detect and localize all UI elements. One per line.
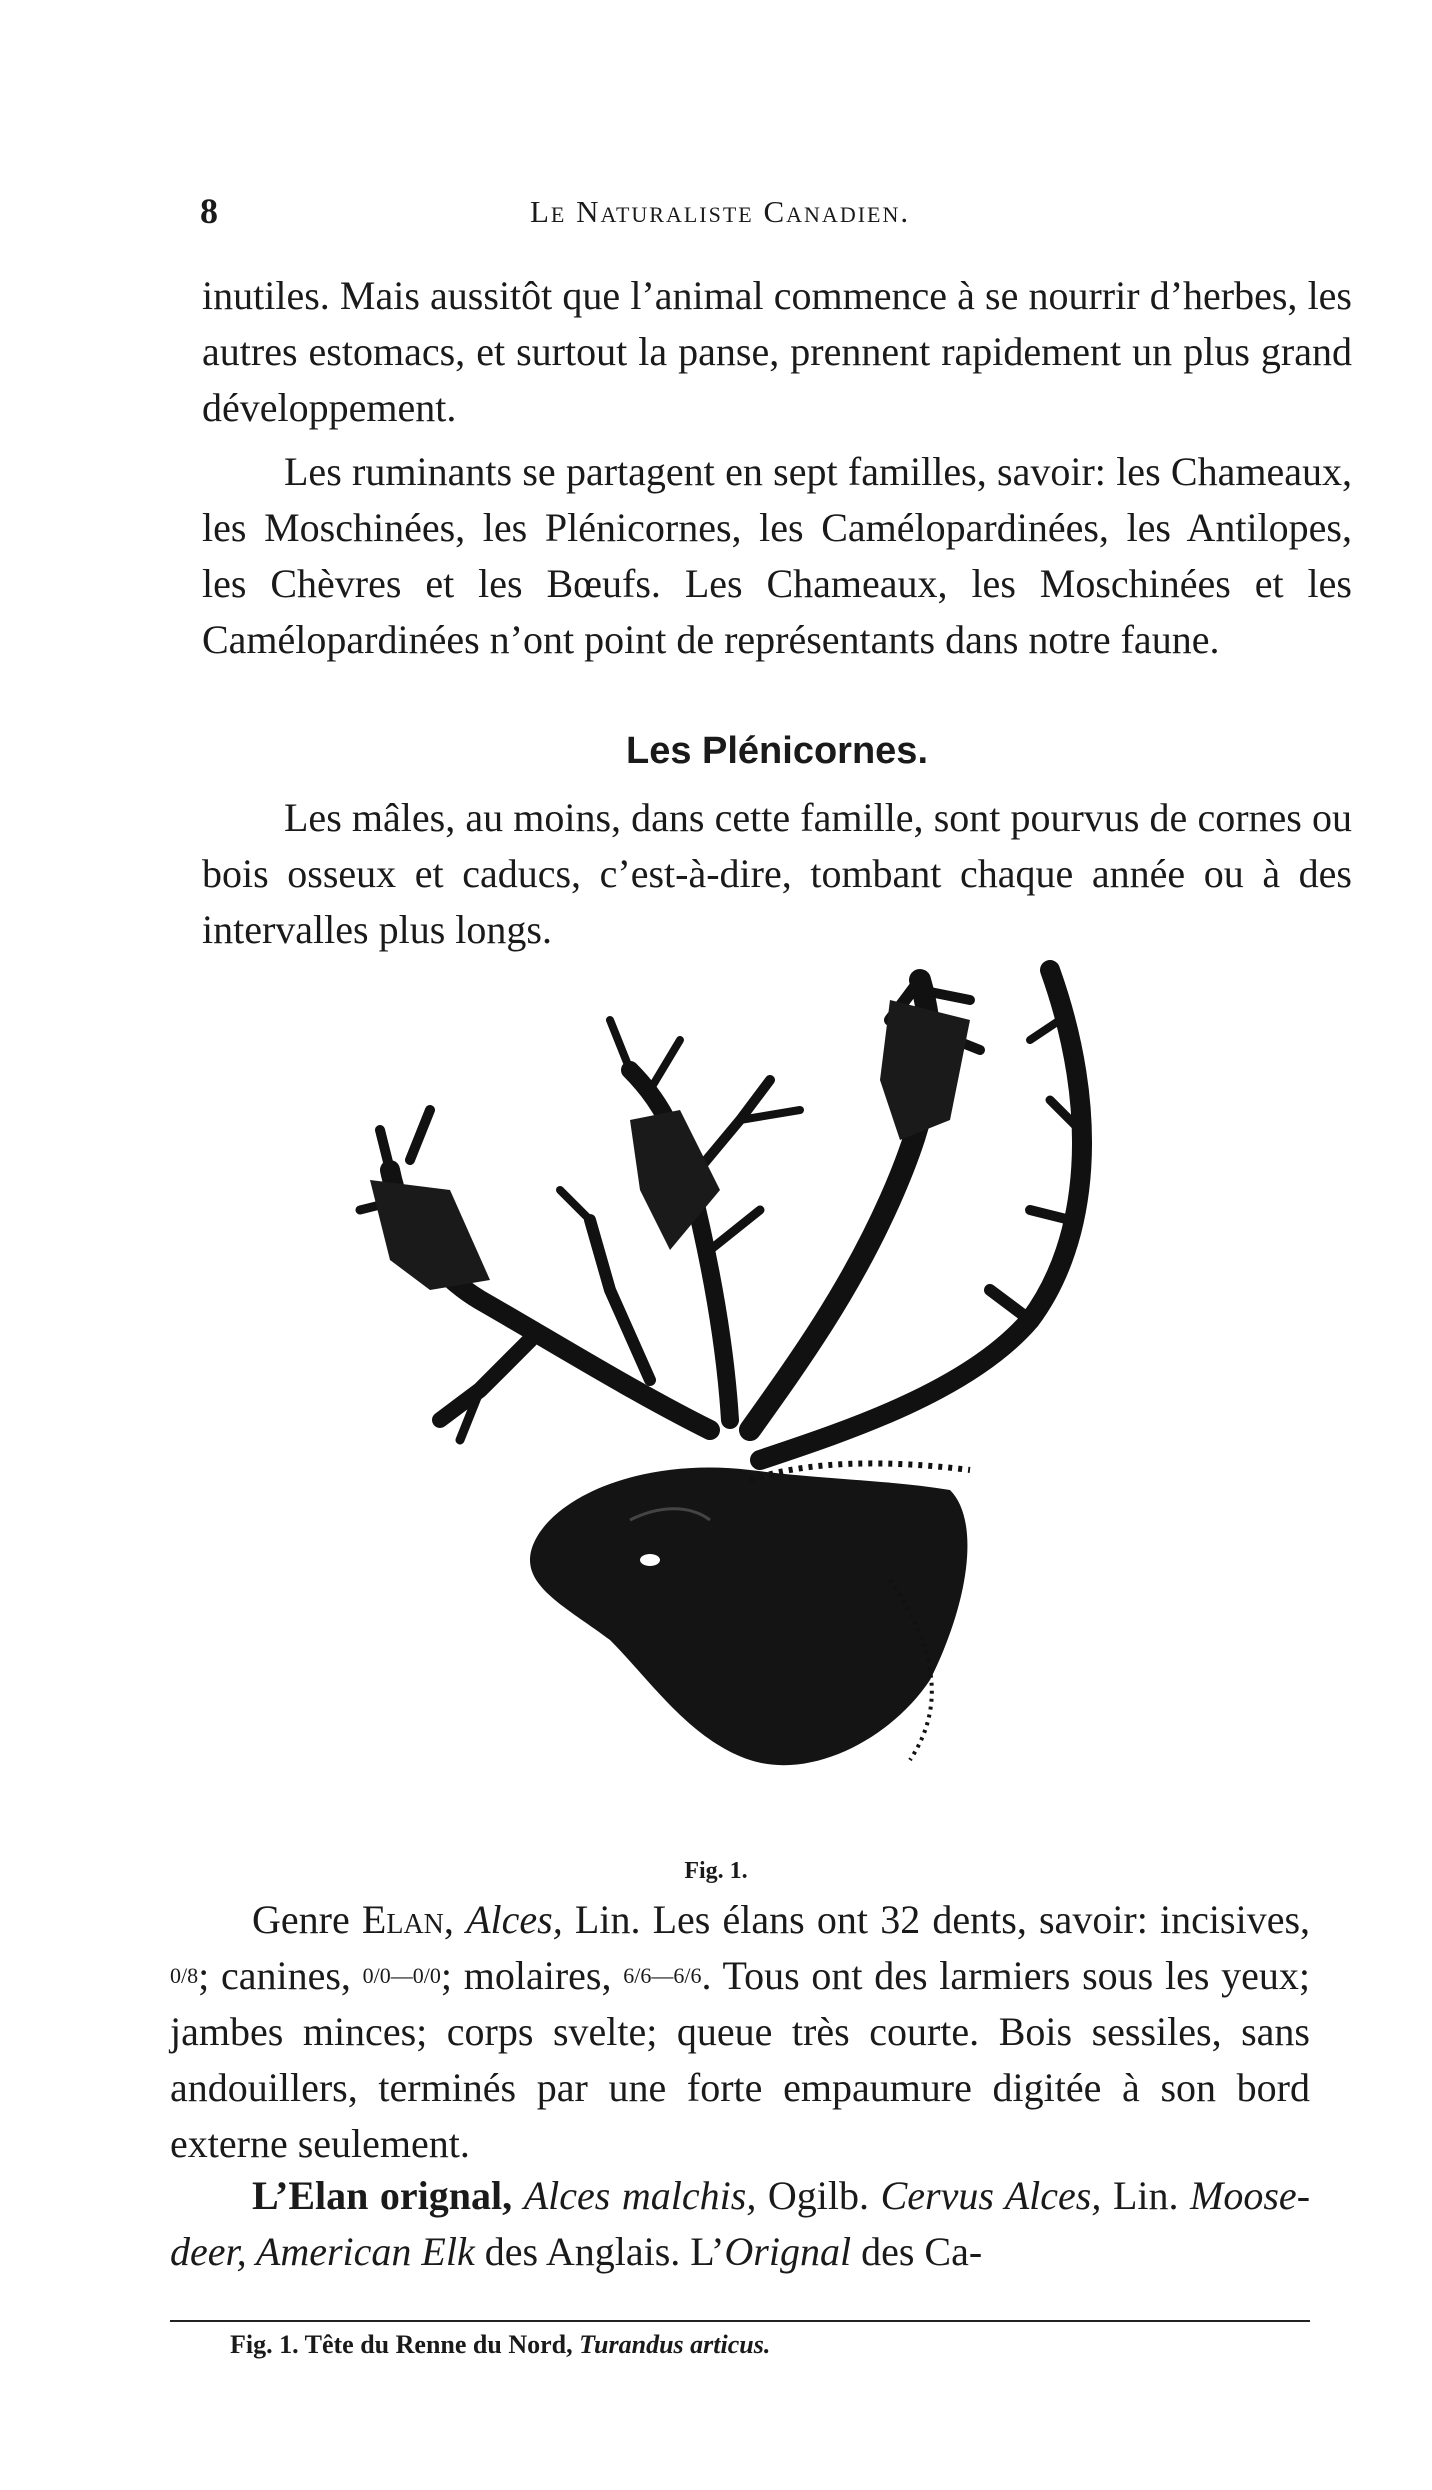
journal-title: Le Naturaliste Canadien. xyxy=(530,194,911,229)
p4-molar-fraction: 6/6—6/6 xyxy=(623,1963,702,1988)
paragraph-5 xyxy=(170,2168,1310,2280)
p5-t2: Lin. xyxy=(1112,2173,1179,2218)
paragraph-2-text: Les ruminants se partagent en sept familles, savoir: les Chameaux, les Moschinées, les Plénicornes, les Camélopardinées, les Antilopes, les Chèvres et les Bœufs. Les Chameaux, les Moschinées et les Camélopardinées n’ont point de représentants dans notre faune. xyxy=(202,449,1352,662)
p5-sci3: Moose-deer, American Elk xyxy=(170,2173,1311,2274)
section-heading: Les Plénicornes. xyxy=(625,730,928,772)
p5-lead: L’Elan orignal, xyxy=(252,2173,513,2218)
p5-t3: des Anglais. L’ xyxy=(484,2229,725,2274)
p5-t4: des Ca- xyxy=(861,2229,983,2274)
p5-t1: Ogilb. xyxy=(767,2173,870,2218)
p5-sci2: Cervus Alces, xyxy=(880,2173,1102,2218)
paragraph-4-text xyxy=(170,1892,1310,2172)
p4-t1: Lin. Les élans ont 32 dents, savoir: incisives, xyxy=(574,1897,1311,1942)
p4-t2: ; canines, xyxy=(198,1953,351,1998)
p4-t3: ; molaires, xyxy=(440,1953,612,1998)
p4-incisor-fraction: 0/8 xyxy=(170,1963,199,1988)
p5-sci4: Orignal xyxy=(724,2229,852,2274)
paragraph-2 xyxy=(202,444,1352,668)
paragraph-4 xyxy=(170,1892,1310,2172)
p5-sci1: Alces malchis, xyxy=(523,2173,757,2218)
p4-sci: Alces, xyxy=(466,1897,563,1942)
paragraph-3-text: Les mâles, au moins, dans cette famille, sont pourvus de cornes ou bois osseux et caducs, c’est-à-dire, tombant chaque année ou à des intervalles plus longs. xyxy=(202,795,1352,952)
figure-label: Fig. 1. xyxy=(684,1858,748,1884)
footnote-rule xyxy=(170,2320,1310,2322)
p4-lead: Genre xyxy=(252,1897,350,1942)
page-number: 8 xyxy=(200,191,218,231)
running-head xyxy=(200,190,1360,240)
footnote-text: Fig. 1. Tête du Renne du Nord, xyxy=(230,2330,573,2359)
footnote xyxy=(230,2330,1310,2360)
p4-genus: Elan, xyxy=(361,1897,454,1942)
paragraph-1 xyxy=(202,268,1352,436)
paragraph-5-text xyxy=(170,2168,1310,2280)
paragraph-1-text: inutiles. Mais aussitôt que l’animal commence à se nourrir d’herbes, les autres estomacs, et surtout la panse, prennent rapidement un plus grand développement. xyxy=(202,273,1352,430)
reindeer-engraving xyxy=(330,960,1130,1840)
footnote-sci: Turandus articus. xyxy=(579,2330,771,2359)
p4-canine-fraction: 0/0—0/0 xyxy=(362,1963,441,1988)
reindeer-head-illustration xyxy=(330,960,1130,1840)
paragraph-3 xyxy=(202,790,1352,958)
p4-t4: . Tous ont des larmiers sous les yeux; jambes minces; corps svelte; queue très courte. Bois sessiles, sans andouillers, terminés par une forte empaumure digitée à son bord externe seulement. xyxy=(170,1953,1310,2166)
